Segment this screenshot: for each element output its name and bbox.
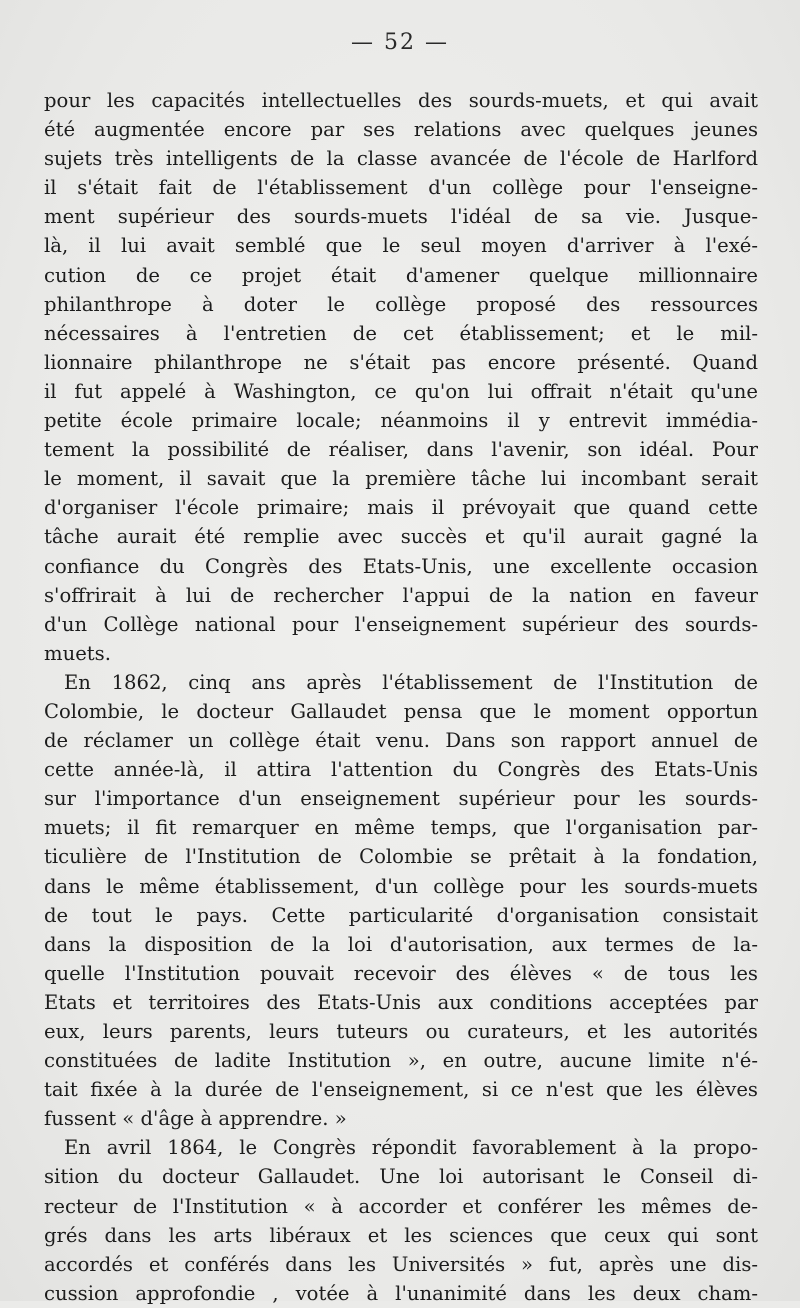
text-line: sujets très intelligents de la classe avancée de l'école de Harlford bbox=[44, 147, 758, 171]
paragraph bbox=[44, 86, 758, 668]
text-line: sur l'importance d'un enseignement supérieur pour les sourds- bbox=[44, 787, 758, 811]
text-line: Etats et territoires des Etats-Unis aux conditions acceptées par bbox=[44, 990, 758, 1014]
text-line: pour les capacités intellectuelles des sourds-muets, et qui avait bbox=[44, 89, 758, 112]
text-line: d'organiser l'école primaire; mais il prévoyait que quand cette bbox=[44, 496, 758, 520]
text-line: tâche aurait été remplie avec succès et qu'il aurait gagné la bbox=[44, 525, 758, 549]
text-line: grés dans les arts libéraux et les sciences que ceux qui sont bbox=[44, 1223, 758, 1247]
text-line: quelle l'Institution pouvait recevoir des élèves « de tous les bbox=[44, 961, 758, 985]
text-line: cution de ce projet était d'amener quelque millionnaire bbox=[44, 263, 758, 287]
text-line: tement la possibilité de réaliser, dans l'avenir, son idéal. Pour bbox=[44, 438, 758, 462]
text-line: fussent « d'âge à apprendre. » bbox=[44, 1107, 347, 1131]
paragraph bbox=[44, 668, 758, 1134]
text-line: d'un Collège national pour l'enseignement supérieur des sourds- bbox=[44, 612, 758, 636]
text-line: de tout le pays. Cette particularité d'organisation consistait bbox=[44, 903, 758, 927]
text-line: s'offrirait à lui de rechercher l'appui de la nation en faveur bbox=[44, 583, 758, 607]
text-line: muets. bbox=[44, 641, 111, 665]
text-line: petite école primaire locale; néanmoins il y entrevit immédia- bbox=[44, 409, 758, 433]
body-text bbox=[44, 86, 758, 1308]
page-number: — 52 — bbox=[351, 30, 449, 55]
text-line: Colombie, le docteur Gallaudet pensa que le moment opportun bbox=[44, 699, 758, 723]
text-line: nécessaires à l'entretien de cet établissement; et le mil- bbox=[44, 321, 758, 345]
text-line: cette année-là, il attira l'attention du Congrès des Etats-Unis bbox=[44, 758, 758, 782]
text-line: là, il lui avait semblé que le seul moyen d'arriver à l'exé- bbox=[44, 234, 758, 258]
text-line: philanthrope à doter le collège proposé des ressources bbox=[44, 292, 758, 316]
text-line: cussion approfondie , votée à l'unanimité dans les deux cham- bbox=[44, 1281, 758, 1305]
text-line: tait fixée à la durée de l'enseignement, si ce n'est que les élèves bbox=[44, 1078, 758, 1102]
text-line: eux, leurs parents, leurs tuteurs ou curateurs, et les autorités bbox=[44, 1020, 758, 1043]
text-line: ticulière de l'Institution de Colombie se prêtait à la fondation, bbox=[44, 845, 758, 869]
text-line: de réclamer un collège était venu. Dans son rapport annuel de bbox=[44, 729, 758, 753]
text-line: été augmentée encore par ses relations avec quelques jeunes bbox=[44, 118, 758, 142]
text-line: En 1862, cinq ans après l'établissement de l'Institution de bbox=[64, 670, 758, 694]
text-line: muets; il fit remarquer en même temps, que l'organisation par- bbox=[44, 816, 758, 840]
text-line: constituées de ladite Institution », en outre, aucune limite n'é- bbox=[44, 1049, 758, 1073]
text-line: recteur de l'Institution « à accorder et conférer les mêmes de- bbox=[44, 1194, 758, 1218]
text-line: il fut appelé à Washington, ce qu'on lui offrait n'était qu'une bbox=[44, 379, 758, 403]
text-line: il s'était fait de l'établissement d'un collège pour l'enseigne- bbox=[44, 176, 758, 200]
text-line: dans la disposition de la loi d'autorisation, aux termes de la- bbox=[44, 932, 758, 956]
paragraph bbox=[44, 1133, 758, 1308]
text-line: confiance du Congrès des Etats-Unis, une excellente occasion bbox=[44, 554, 758, 578]
text-line: sition du docteur Gallaudet. Une loi autorisant le Conseil di- bbox=[44, 1165, 758, 1189]
text-line: En avril 1864, le Congrès répondit favorablement à la propo- bbox=[64, 1136, 758, 1160]
text-line: ment supérieur des sourds-muets l'idéal de sa vie. Jusque- bbox=[44, 205, 758, 229]
text-line: dans le même établissement, d'un collège pour les sourds-muets bbox=[44, 874, 758, 898]
text-line: lionnaire philanthrope ne s'était pas encore présenté. Quand bbox=[44, 350, 758, 374]
text-line: accordés et conférés dans les Universités » fut, après une dis- bbox=[44, 1252, 758, 1276]
text-line: le moment, il savait que la première tâche lui incombant serait bbox=[44, 467, 758, 491]
